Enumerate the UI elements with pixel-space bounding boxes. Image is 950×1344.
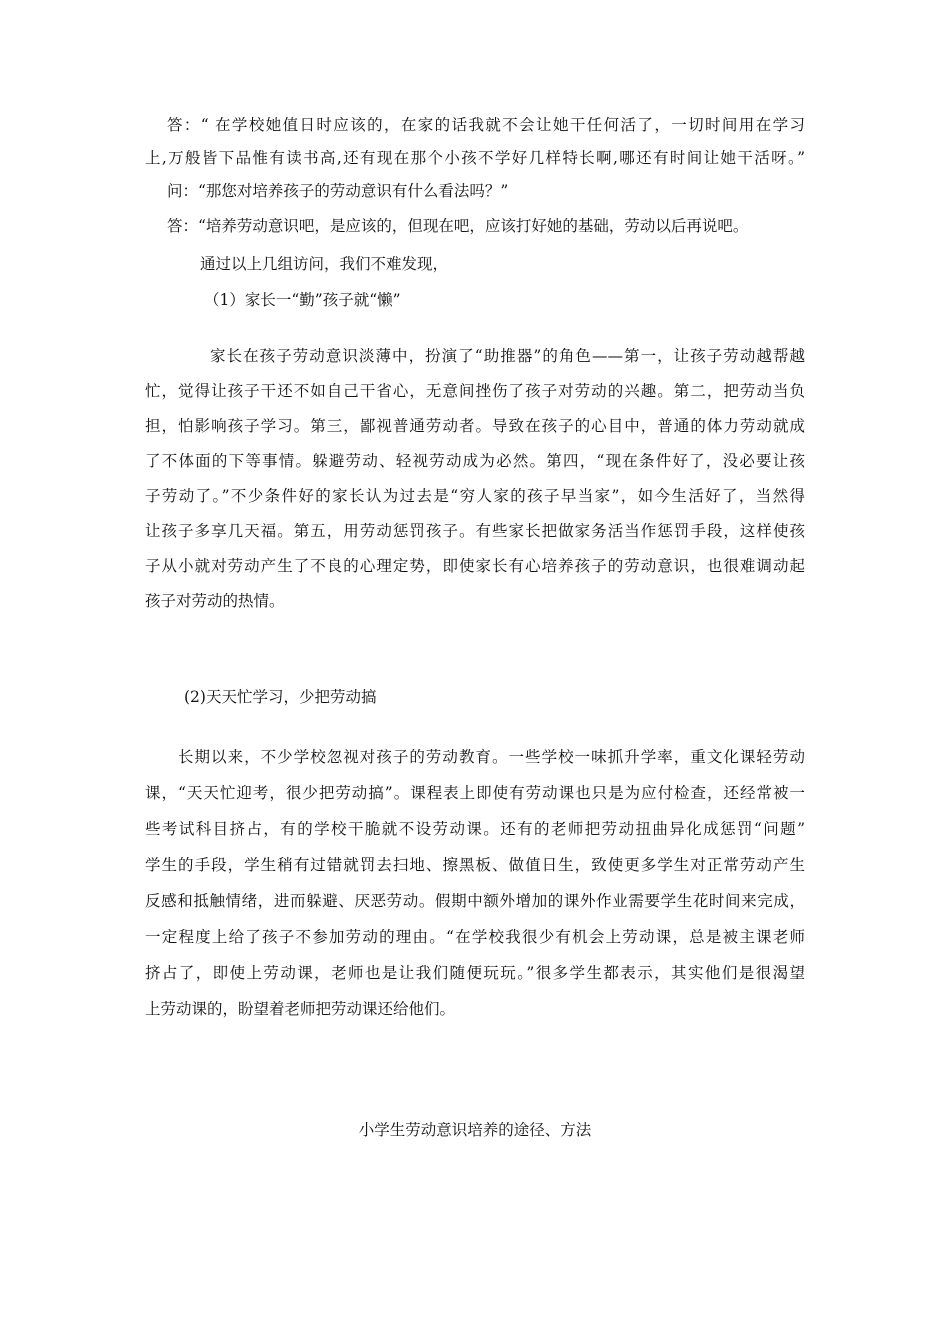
- section-3-heading: 小学生劳动意识培养的途径、方法: [358, 1121, 592, 1139]
- section-1-line: 忙，觉得让孩子干还不如自己干省心，无意间挫伤了孩子对劳动的兴趣。第二，把劳动当负: [145, 382, 805, 400]
- section-2-line: 一定程度上给了孩子不参加劳动的理由。“在学校我很少有机会上劳动课，总是被主课老师: [145, 928, 805, 946]
- section-1-heading: （1）家长一“勤”孩子就“懒”: [204, 291, 401, 309]
- section-1-line: 家长在孩子劳动意识淡薄中，扮演了“助推器”的角色——第一，让孩子劳动越帮越: [210, 347, 805, 365]
- section-2-line: 上劳动课的，盼望着老师把劳动课还给他们。: [145, 1000, 456, 1018]
- section-1-line: 了不体面的下等事情。躲避劳动、轻视劳动成为必然。第四，“现在条件好了，没必要让孩: [145, 452, 805, 470]
- section-2-line: 学生的手段，学生稍有过错就罚去扫地、擦黑板、做值日生，致使更多学生对正常劳动产生: [145, 856, 805, 874]
- section-2-line: 挤占了，即使上劳动课，老师也是让我们随便玩玩。”很多学生都表示，其实他们是很渴望: [145, 964, 805, 982]
- section-1-line: 担，怕影响孩子学习。第三，鄙视普通劳动者。导致在孩子的心目中，普通的体力劳动就成: [145, 417, 805, 435]
- section-2-line: 长期以来，不少学校忽视对孩子的劳动教育。一些学校一味抓升学率，重文化课轻劳动: [178, 748, 805, 766]
- answer-1-line-1: 答：“ 在学校她值日时应该的，在家的话我就不会让她干任何活了，一切时间用在学习: [167, 116, 805, 134]
- section-1-line: 让孩子多享几天福。第五，用劳动惩罚孩子。有些家长把做家务活当作惩罚手段，这样使孩: [145, 522, 805, 540]
- summary-intro: 通过以上几组访问，我们不难发现，: [200, 255, 449, 273]
- section-2-line: 反感和抵触情绪，进而躲避、厌恶劳动。假期中额外增加的课外作业需要学生花时间来完成，: [145, 892, 805, 910]
- section-2-line: 些考试科目挤占，有的学校干脆就不设劳动课。还有的老师把劳动扭曲异化成惩罚“问题”: [145, 820, 805, 838]
- section-1-line: 孩子对劳动的热情。: [145, 592, 285, 610]
- section-2-line: 课，“天天忙迎考，很少把劳动搞”。课程表上即使有劳动课也只是为应付检查，还经常被一: [145, 784, 805, 802]
- question-2: 问：“那您对培养孩子的劳动意识有什么看法吗？”: [167, 182, 509, 200]
- section-1-line: 子劳动了。”不少条件好的家长认为过去是“穷人家的孩子早当家”，如今生活好了，当然得: [145, 487, 805, 505]
- answer-2: 答：“培养劳动意识吧，是应该的，但现在吧，应该打好她的基础，劳动以后再说吧。: [167, 217, 749, 235]
- section-2-heading: (2)天天忙学习，少把劳动搞: [184, 688, 377, 706]
- section-1-line: 子从小就对劳动产生了不良的心理定势，即使家长有心培养孩子的劳动意识，也很难调动起: [145, 557, 805, 575]
- answer-1-line-2: 上,万般皆下品惟有读书高,还有现在那个小孩不学好几样特长啊,哪还有时间让她干活呀。”: [145, 149, 805, 167]
